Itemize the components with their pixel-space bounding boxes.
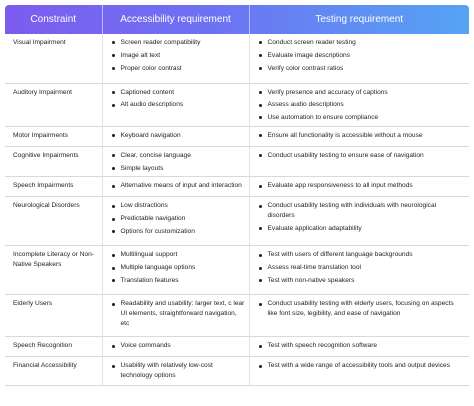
list-item — [111, 341, 245, 351]
list-item-text: Clear, concise language — [120, 151, 191, 159]
bullet-icon — [259, 67, 262, 70]
accessibility-cell — [102, 337, 249, 357]
testing-list — [258, 201, 466, 233]
constraint-cell: Elderly Users — [5, 295, 102, 337]
testing-cell — [249, 295, 469, 337]
list-item — [258, 224, 466, 234]
list-item — [258, 181, 466, 191]
list-item-text: Ensure all functionality is accessible without a mouse — [267, 131, 423, 139]
testing-list — [258, 341, 466, 351]
list-item-text: Conduct screen reader testing — [267, 39, 356, 46]
list-item — [111, 131, 245, 141]
bullet-icon — [112, 303, 115, 306]
list-item — [111, 38, 245, 48]
list-item — [111, 299, 245, 328]
list-item — [111, 250, 245, 260]
list-item-text: Use automation to ensure compliance — [267, 114, 379, 122]
testing-list — [258, 299, 466, 319]
bullet-icon — [112, 91, 115, 94]
list-item-text: Keyboard navigation — [120, 131, 181, 139]
accessibility-cell — [102, 146, 249, 177]
accessibility-list — [111, 88, 245, 111]
table-row — [5, 357, 469, 386]
list-item — [258, 88, 466, 98]
bullet-icon — [112, 134, 115, 137]
accessibility-list — [111, 131, 245, 141]
accessibility-cell — [102, 34, 249, 83]
list-item — [111, 100, 245, 110]
testing-cell — [249, 146, 469, 177]
list-item — [111, 164, 245, 174]
header-testing-requirement: Testing requirement — [249, 5, 469, 34]
accessibility-list — [111, 151, 245, 174]
accessibility-list — [111, 181, 245, 191]
bullet-icon — [112, 254, 115, 257]
bullet-icon — [112, 54, 115, 57]
list-item — [111, 88, 245, 98]
accessibility-cell — [102, 177, 249, 197]
list-item-text: Captioned content — [120, 88, 175, 96]
bullet-icon — [259, 91, 262, 94]
list-item — [258, 64, 466, 74]
list-item-text: Evaluate image descriptions — [267, 51, 350, 59]
header-accessibility-requirement: Accessibility requirement — [102, 5, 249, 34]
list-item — [111, 64, 245, 74]
bullet-icon — [112, 218, 115, 221]
list-item — [258, 51, 466, 61]
list-item — [258, 361, 466, 371]
list-item — [258, 151, 466, 161]
accessibility-cell — [102, 83, 249, 126]
list-item-text: Low distractions — [120, 202, 168, 210]
bullet-icon — [112, 205, 115, 208]
constraint-cell: Cognitive Impairments — [5, 146, 102, 177]
list-item-text: Voice commands — [120, 342, 171, 350]
list-item-text: Test with non-native speakers — [267, 277, 355, 285]
testing-cell — [249, 246, 469, 295]
accessibility-list — [111, 38, 245, 73]
table-row — [5, 83, 469, 126]
list-item — [258, 100, 466, 110]
bullet-icon — [259, 267, 262, 270]
constraint-cell: Auditory Impairment — [5, 83, 102, 126]
bullet-icon — [112, 185, 115, 188]
bullet-icon — [259, 104, 262, 107]
bullet-icon — [112, 267, 115, 270]
constraint-cell: Incomplete Literacy or Non-Native Speakers — [5, 246, 102, 295]
accessibility-list — [111, 361, 245, 381]
list-item — [111, 263, 245, 273]
constraint-cell: Speech Impairments — [5, 177, 102, 197]
list-item — [111, 151, 245, 161]
testing-list — [258, 38, 466, 73]
constraint-cell: Financial Accessibility — [5, 357, 102, 386]
accessibility-list — [111, 201, 245, 236]
testing-cell — [249, 337, 469, 357]
list-item — [258, 113, 466, 123]
list-item-text: Evaluate application adaptability — [267, 225, 362, 233]
list-item — [111, 276, 245, 286]
bullet-icon — [259, 227, 262, 230]
bullet-icon — [259, 303, 262, 306]
list-item — [111, 214, 245, 224]
testing-list — [258, 131, 466, 141]
accessibility-cell — [102, 197, 249, 246]
list-item-text: Image alt text — [120, 51, 161, 59]
bullet-icon — [112, 167, 115, 170]
bullet-icon — [259, 154, 262, 157]
bullet-icon — [259, 365, 262, 368]
list-item-text: Screen reader compatibility — [120, 39, 201, 46]
list-item-text: Verify presence and accuracy of captions — [267, 88, 388, 96]
list-item — [111, 361, 245, 381]
accessibility-cell — [102, 246, 249, 295]
accessibility-list — [111, 299, 245, 328]
bullet-icon — [112, 154, 115, 157]
table-row — [5, 126, 469, 146]
list-item — [111, 201, 245, 211]
list-item-text: Alternative means of input and interaction — [120, 182, 242, 190]
accessibility-cell — [102, 357, 249, 386]
constraint-cell: Neurological Disorders — [5, 197, 102, 246]
list-item-text: Translation features — [120, 277, 179, 285]
accessibility-cell — [102, 295, 249, 337]
testing-cell — [249, 126, 469, 146]
list-item-text: Test with speech recognition software — [267, 342, 378, 350]
accessibility-table — [5, 5, 469, 386]
testing-cell — [249, 34, 469, 83]
header-constraint: Constraint — [30, 14, 77, 25]
list-item-text: Options for customization — [120, 228, 195, 236]
testing-list — [258, 88, 466, 123]
list-item-text: Assess real-time translation tool — [267, 264, 361, 272]
table-row — [5, 197, 469, 246]
table-row — [5, 337, 469, 357]
bullet-icon — [259, 254, 262, 257]
list-item-text: Multilingual support — [120, 251, 178, 259]
list-item-text: Evaluate app responsiveness to all input methods — [267, 182, 413, 190]
testing-cell — [249, 197, 469, 246]
bullet-icon — [259, 54, 262, 57]
list-item — [258, 276, 466, 286]
table-body — [5, 34, 469, 386]
testing-cell — [249, 83, 469, 126]
testing-list — [258, 151, 466, 161]
bullet-icon — [259, 279, 262, 282]
table-row — [5, 177, 469, 197]
bullet-icon — [112, 279, 115, 282]
constraint-cell: Motor Impairments — [5, 126, 102, 146]
list-item-text: Multiple language options — [120, 264, 196, 272]
list-item-text: Test with a wide range of accessibility tools and output devices — [267, 362, 451, 370]
testing-list — [258, 250, 466, 285]
list-item-text: Usability with relatively low-cost technology options — [120, 362, 213, 380]
list-item — [258, 38, 466, 48]
list-item — [258, 299, 466, 319]
table-row — [5, 295, 469, 337]
bullet-icon — [259, 205, 262, 208]
table-row — [5, 246, 469, 295]
table-row — [5, 34, 469, 83]
bullet-icon — [259, 345, 262, 348]
bullet-icon — [259, 134, 262, 137]
list-item-text: Test with users of different language backgrounds — [267, 251, 413, 259]
constraint-cell: Visual Impairment — [5, 34, 102, 83]
bullet-icon — [112, 67, 115, 70]
testing-list — [258, 361, 466, 371]
list-item-text: Predictable navigation — [120, 215, 186, 223]
bullet-icon — [112, 104, 115, 107]
list-item-text: Alt audio descriptions — [120, 101, 184, 109]
list-item-text: Verify color contrast ratios — [267, 64, 344, 72]
list-item-text: Proper color contrast — [120, 64, 182, 72]
list-item-text: Assess audio descriptions — [267, 101, 344, 109]
list-item — [258, 201, 466, 221]
list-item-text: Conduct usability testing to ensure ease of navigation — [267, 151, 424, 159]
table-row — [5, 146, 469, 177]
list-item-text: Conduct usability testing with elderly users, focusing on aspects like font size, legibility, and ease of navigation — [267, 300, 454, 318]
testing-list — [258, 181, 466, 191]
constraint-cell: Speech Recognition — [5, 337, 102, 357]
bullet-icon — [112, 41, 115, 44]
list-item — [258, 131, 466, 141]
list-item — [258, 250, 466, 260]
bullet-icon — [259, 41, 262, 44]
accessibility-list — [111, 341, 245, 351]
list-item — [111, 227, 245, 237]
testing-cell — [249, 357, 469, 386]
table-header — [5, 5, 469, 34]
header-row — [5, 5, 469, 34]
list-item — [111, 51, 245, 61]
bullet-icon — [112, 365, 115, 368]
list-item — [258, 263, 466, 273]
bullet-icon — [259, 116, 262, 119]
list-item — [258, 341, 466, 351]
list-item-text: Readability and usability: larger text, c lear UI elements, straightforward navigation, etc — [120, 300, 245, 328]
bullet-icon — [112, 230, 115, 233]
bullet-icon — [259, 185, 262, 188]
list-item-text: Conduct usability testing with individuals with neurological disorders — [267, 202, 437, 220]
bullet-icon — [112, 345, 115, 348]
testing-cell — [249, 177, 469, 197]
list-item — [111, 181, 245, 191]
accessibility-list — [111, 250, 245, 285]
list-item-text: Simple layouts — [120, 164, 164, 172]
accessibility-cell — [102, 126, 249, 146]
